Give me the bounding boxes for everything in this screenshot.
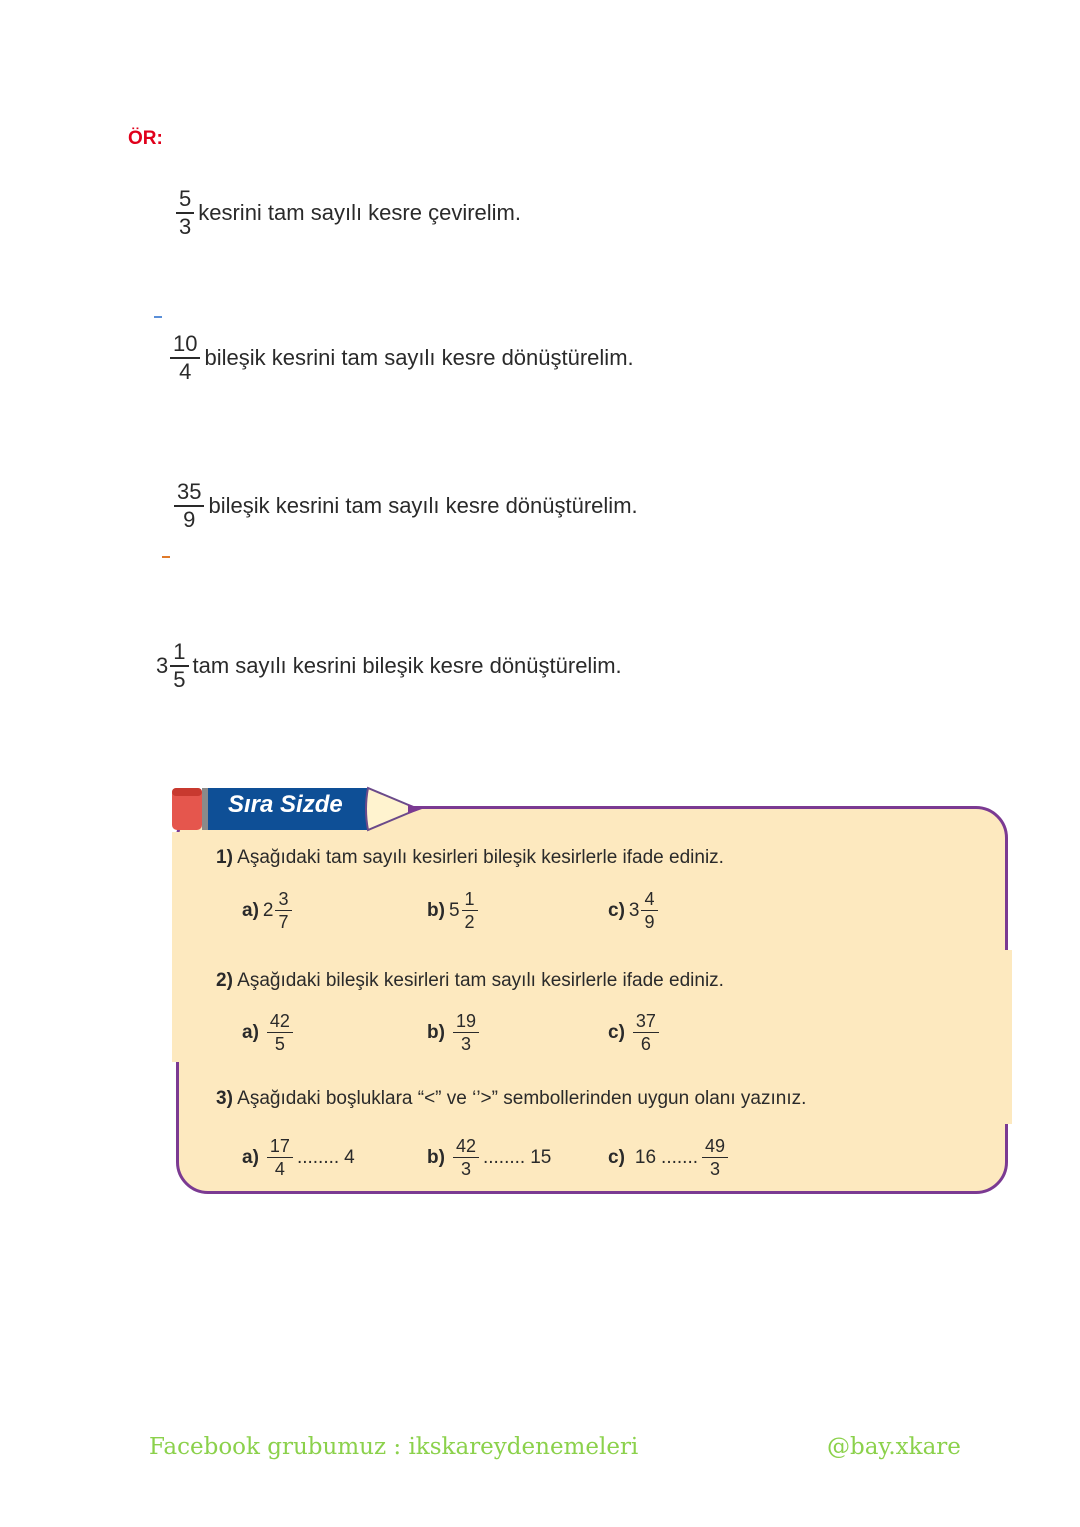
question-1 [216, 847, 724, 869]
q2-option-c: c) $\frac{37}{6}$ [608, 1012, 663, 1053]
panel-title: Sıra Sizde [228, 791, 343, 818]
example-heading: ÖR: [128, 128, 163, 149]
fraction: $\frac{5}{3}$ [176, 188, 194, 238]
question-2 [216, 970, 724, 992]
q3-option-a: a) $\frac{17}{4}$ ........ 4 [242, 1136, 355, 1179]
example-1 [172, 188, 521, 238]
question-text: Aşağıdaki tam sayılı kesirleri bileşik kesirlerle ifade ediniz. [237, 847, 724, 868]
panel-border-gap [1004, 950, 1012, 1124]
q1-option-b: b) 5 $\frac{1}{2}$ [427, 890, 482, 931]
question-number: 1) [216, 847, 233, 868]
example-4 [156, 641, 622, 691]
footer-handle-text: @bay.xkare [827, 1434, 961, 1460]
q3-option-c: c) 16 ....... $\frac{49}{3}$ [608, 1137, 732, 1178]
q1-option-a: a) 2 $\frac{3}{7}$ [242, 890, 296, 931]
fraction: $\frac{1}{5}$ [170, 641, 188, 691]
stray-mark [162, 556, 170, 558]
question-number: 2) [216, 970, 233, 991]
stray-mark [154, 316, 162, 318]
question-text: Aşağıdaki boşluklara “<” ve ‘’>” sembollerinden uygun olanı yazınız. [237, 1088, 807, 1109]
blank-dots: ........ [296, 1146, 340, 1168]
panel-border-gap [172, 832, 180, 1062]
fraction: $\frac{10}{4}$ [170, 333, 200, 383]
question-number: 3) [216, 1088, 233, 1109]
example-text: bileşik kesrini tam sayılı kesre dönüştürelim. [204, 345, 634, 370]
blank-dots: ....... [661, 1146, 698, 1168]
example-2 [166, 333, 634, 383]
mixed-whole: 3 [156, 653, 169, 678]
example-text: tam sayılı kesrini bileşik kesre dönüştürelim. [192, 653, 622, 678]
q3-option-b: b) $\frac{42}{3}$ ........ 15 [427, 1136, 552, 1179]
q2-option-b: b) $\frac{19}{3}$ [427, 1012, 483, 1053]
example-text: kesrini tam sayılı kesre çevirelim. [198, 200, 521, 225]
question-3 [216, 1088, 806, 1110]
example-text: bileşik kesrini tam sayılı kesre dönüştürelim. [208, 493, 638, 518]
q2-option-a: a) $\frac{42}{5}$ [242, 1012, 297, 1053]
example-3 [170, 481, 638, 531]
blank-dots: ........ [482, 1146, 526, 1168]
q1-option-c: c) 3 $\frac{4}{9}$ [608, 890, 662, 931]
fraction: $\frac{35}{9}$ [174, 481, 204, 531]
footer-facebook-text: Facebook grubumuz : ikskareydenemeleri [149, 1434, 639, 1460]
question-text: Aşağıdaki bileşik kesirleri tam sayılı kesirlerle ifade ediniz. [237, 970, 724, 991]
